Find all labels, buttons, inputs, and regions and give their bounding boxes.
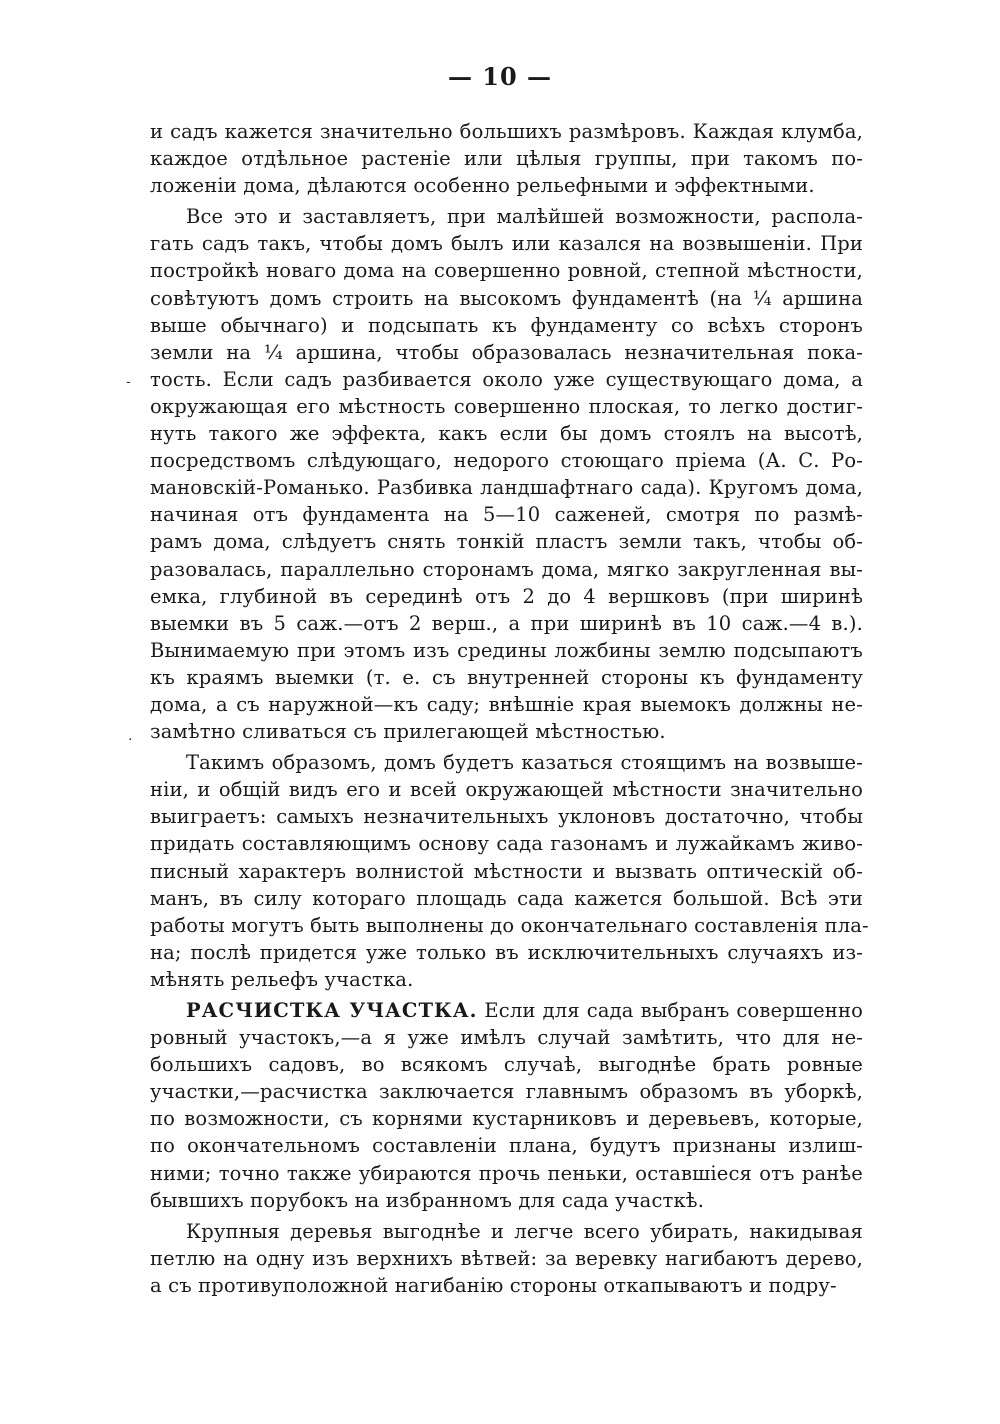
margin-mark-dot: . <box>128 728 133 744</box>
text-line: ними; точно также убираются прочь пеньки, оставшiеся отъ ранѣе <box>150 1161 863 1185</box>
text-line: на; послѣ придется уже только въ исключительныхъ случаяхъ из- <box>150 940 863 964</box>
text-line: посредствомъ слѣдующаго, недорого стоющаго прiема (А. С. Ро- <box>150 449 863 473</box>
text-line: замѣтно сливаться съ прилегающей мѣстностью. <box>150 720 666 744</box>
text-line: и садъ кажется значительно большихъ размѣровъ. Каждая клумба, <box>150 120 863 143</box>
text-line: большихъ садовъ, во всякомъ случаѣ, выгоднѣе брать ровные <box>150 1053 863 1077</box>
page-number: — 10 — <box>447 62 553 91</box>
text-line: бывшихъ порубокъ на избранномъ для сада участкѣ. <box>150 1188 705 1212</box>
text-line: манъ, въ силу котораго площадь сада кажется большой. Всѣ эти <box>150 886 863 910</box>
body-text <box>150 118 869 1299</box>
text-line: участки,—расчистка заключается главнымъ образомъ въ уборкѣ, <box>150 1080 863 1104</box>
text-line: тость. Если садъ разбивается около уже существующаго дома, а <box>150 367 863 391</box>
paragraph <box>150 118 863 199</box>
text-line: по возможности, съ корнями кустарниковъ и деревьевъ, которые, <box>150 1107 863 1131</box>
text-line: разовалась, параллельно сторонамъ дома, мягко закругленная вы- <box>150 557 863 581</box>
text-line: Такимъ образомъ, домъ будетъ казаться стоящимъ на возвыше- <box>186 751 863 775</box>
heading-line-rest: Если для сада выбранъ совершенно <box>484 999 863 1022</box>
text-line: писный характеръ волнистой мѣстности и вызвать оптическiй об- <box>150 859 863 883</box>
text-line: Вынимаемую при этомъ изъ средины ложбины землю подсыпаютъ <box>150 638 863 662</box>
text-line: мановскiй-Романько. Разбивка ландшафтнаго сада). Кругомъ дома, <box>150 476 863 500</box>
text-line: а съ противуположной нагибанiю стороны откапываютъ и подру- <box>150 1273 837 1297</box>
text-line: рамъ дома, слѣдуетъ снять тонкiй пластъ земли такъ, чтобы об- <box>150 530 863 554</box>
text-line: совѣтуютъ домъ строить на высокомъ фундаментѣ (на ¼ аршина <box>150 286 863 310</box>
text-line: Крупныя деревья выгоднѣе и легче всего убирать, накидывая <box>186 1219 863 1243</box>
text-line: постройкѣ новаго дома на совершенно ровной, степной мѣстности, <box>150 259 863 283</box>
text-line: нiи, и общiй видъ его и всей окружающей мѣстности значительно <box>150 778 863 802</box>
text-line: выше обычнаго) и подсыпать къ фундаменту со всѣхъ сторонъ <box>150 313 863 337</box>
text-line: работы могутъ быть выполнены до окончательнаго составленiя пла- <box>150 913 869 937</box>
paragraph <box>150 1218 863 1299</box>
paragraph <box>150 749 869 993</box>
text-line <box>150 997 863 1024</box>
text-line: придать составляющимъ основу сада газонамъ и лужайкамъ живо- <box>150 832 863 856</box>
text-line: ложенiи дома, дѣлаются особенно рельефными и эффектными. <box>150 174 815 198</box>
paragraph <box>150 203 863 745</box>
text-line: по окончательномъ составленiи плана, будутъ признаны излиш- <box>150 1134 863 1158</box>
section-heading: РАСЧИСТКА УЧАСТКА. <box>186 999 478 1022</box>
text-line: емка, глубиной въ серединѣ отъ 2 до 4 вершковъ (при ширинѣ <box>150 584 863 608</box>
text-line: ровный участокъ,—а я уже имѣлъ случай замѣтить, что для не- <box>150 1026 863 1050</box>
text-line: петлю на одну изъ верхнихъ вѣтвей: за веревку нагибаютъ дерево, <box>150 1246 863 1270</box>
text-line: къ краямъ выемки (т. е. съ внутренней стороны къ фундаменту <box>150 665 863 689</box>
text-line: нуть такого же эффекта, какъ если бы домъ стоялъ на высотѣ, <box>150 422 863 446</box>
text-line: каждое отдѣльное растенiе или цѣлыя группы, при такомъ по- <box>150 147 863 171</box>
paragraph <box>150 997 863 1214</box>
text-line: земли на ¼ аршина, чтобы образовалась незначительная пока- <box>150 340 863 364</box>
text-line: окружающая его мѣстность совершенно плоская, то легко достиг- <box>150 394 863 418</box>
text-line: выиграетъ: самыхъ незначительныхъ уклоновъ достаточно, чтобы <box>150 805 863 829</box>
margin-mark-dash: - <box>126 374 131 390</box>
text-line: начиная отъ фундамента на 5—10 саженей, смотря по размѣ- <box>150 503 863 527</box>
text-line: дома, а съ наружной—къ саду; внѣшнiе края выемокъ должны не- <box>150 692 863 716</box>
text-line: выемки въ 5 саж.—отъ 2 верш., а при ширинѣ въ 10 саж.—4 в.). <box>150 611 863 635</box>
text-line: мѣнять рельефъ участка. <box>150 967 414 991</box>
text-line: гать садъ такъ, чтобы домъ былъ или казался на возвышенiи. При <box>150 232 863 256</box>
text-line: Все это и заставляетъ, при малѣйшей возможности, распола- <box>186 205 863 229</box>
